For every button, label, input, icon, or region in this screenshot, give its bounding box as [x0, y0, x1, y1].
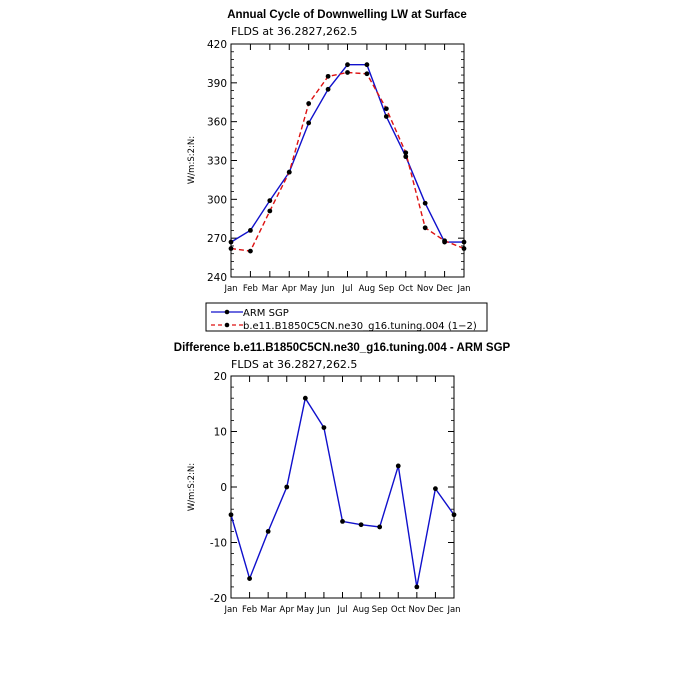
y-tick-label: 300	[206, 194, 227, 207]
chart1-legend	[206, 303, 487, 332]
series-0-point	[377, 525, 382, 530]
series-0-point	[266, 529, 271, 534]
chart1-title: Annual Cycle of Downwelling LW at Surface	[227, 9, 467, 21]
chart2-y-axis-label: W/m:S:2:N:	[187, 462, 197, 512]
y-tick-label: 10	[213, 426, 227, 439]
x-tick-label: Jun	[321, 284, 335, 294]
series-0-point	[340, 519, 345, 524]
series-line-0	[231, 398, 454, 587]
y-tick-label: 390	[206, 77, 227, 90]
x-tick-label: Jan	[224, 605, 238, 615]
series-0-point	[462, 240, 467, 245]
series-1-point	[248, 249, 253, 254]
x-tick-label: Sep	[371, 605, 388, 615]
chart1-y-axis-label: W/m:S:2:N:	[187, 135, 197, 185]
series-1-point	[384, 106, 389, 111]
series-0-point	[396, 464, 401, 469]
series-1-point	[442, 238, 447, 243]
x-tick-label: Dec	[436, 284, 453, 294]
series-0-point	[365, 62, 370, 67]
chart1-plot	[207, 39, 471, 294]
y-tick-label: 0	[220, 482, 227, 494]
x-tick-label: Mar	[261, 284, 278, 294]
series-0-point	[423, 201, 428, 206]
x-tick-label: Jul	[337, 605, 348, 615]
x-tick-label: Apr	[279, 605, 295, 615]
x-tick-label: May	[296, 605, 315, 615]
series-0-point	[326, 87, 331, 92]
x-tick-label: May	[299, 284, 318, 294]
chart2-plot	[210, 371, 461, 615]
x-tick-label: Sep	[378, 284, 395, 294]
x-tick-label: Nov	[416, 284, 434, 294]
series-0-point	[414, 585, 419, 590]
legend-marker-model	[225, 323, 230, 328]
y-tick-label: 420	[206, 39, 227, 51]
chart2-subtitle: FLDS at 36.2827,262.5	[231, 358, 358, 371]
x-tick-label: Jul	[342, 284, 353, 294]
series-1-point	[423, 225, 428, 230]
series-0-point	[248, 228, 253, 233]
y-tick-label: -10	[209, 537, 227, 550]
x-tick-label: Jun	[317, 605, 331, 615]
series-1-point	[287, 170, 292, 175]
series-1-point	[345, 70, 350, 75]
series-0-point	[306, 121, 311, 126]
series-0-point	[229, 512, 234, 517]
series-0-point	[284, 485, 289, 490]
x-tick-label: Jan	[447, 605, 461, 615]
series-1-point	[403, 150, 408, 155]
series-line-0	[231, 65, 464, 242]
series-1-point	[229, 246, 234, 251]
x-tick-label: Jan	[224, 284, 238, 294]
series-1-point	[306, 101, 311, 106]
series-1-point	[365, 71, 370, 76]
series-0-point	[345, 62, 350, 67]
series-0-point	[359, 522, 364, 527]
x-tick-label: Mar	[260, 605, 277, 615]
series-0-point	[433, 486, 438, 491]
y-tick-label: 20	[213, 371, 227, 383]
series-0-point	[452, 512, 457, 517]
x-tick-label: Nov	[408, 605, 426, 615]
y-tick-label: 270	[206, 233, 227, 246]
legend-label-model: b.e11.B1850C5CN.ne30_g16.tuning.004 (1−2)	[243, 321, 477, 332]
x-tick-label: Apr	[281, 284, 297, 294]
y-tick-label: 360	[206, 116, 227, 129]
x-tick-label: Aug	[358, 284, 376, 294]
series-0-point	[247, 576, 252, 581]
x-tick-label: Feb	[242, 284, 258, 294]
chart2-title: Difference b.e11.B1850C5CN.ne30_g16.tuning.004 - ARM SGP	[173, 342, 511, 354]
y-tick-label: 330	[206, 155, 227, 168]
chart1-subtitle: FLDS at 36.2827,262.5	[231, 25, 358, 38]
series-0-point	[322, 425, 327, 430]
x-tick-label: Dec	[427, 605, 444, 615]
plot-frame	[231, 44, 464, 277]
legend-label-arm: ARM SGP	[243, 308, 289, 319]
series-0-point	[267, 198, 272, 203]
x-tick-label: Oct	[390, 605, 406, 615]
series-0-point	[384, 114, 389, 119]
y-tick-label: -20	[209, 593, 227, 605]
x-tick-label: Oct	[398, 284, 414, 294]
legend-marker-arm	[225, 310, 230, 315]
x-tick-label: Jan	[457, 284, 471, 294]
x-tick-label: Aug	[352, 605, 370, 615]
series-0-point	[303, 396, 308, 401]
y-tick-label: 240	[206, 272, 227, 284]
series-1-point	[326, 74, 331, 79]
series-1-point	[462, 246, 467, 251]
x-tick-label: Feb	[242, 605, 258, 615]
series-1-point	[267, 209, 272, 214]
series-line-1	[231, 73, 464, 252]
series-0-point	[229, 240, 234, 245]
